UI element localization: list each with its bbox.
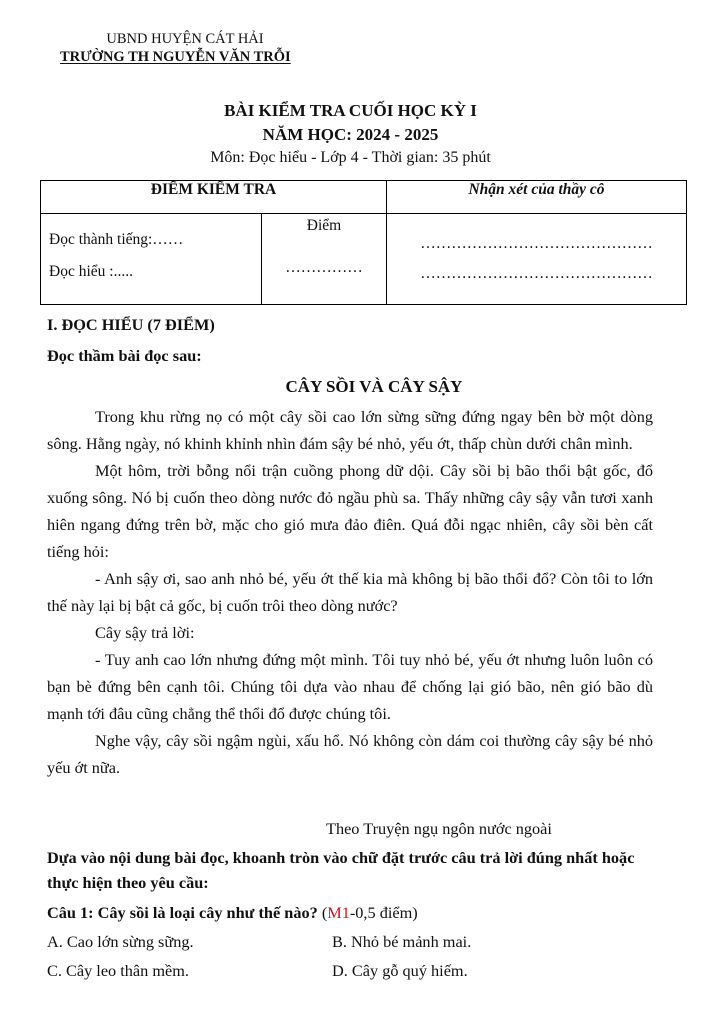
reading-labels-cell: [41, 214, 262, 305]
exam-title: BÀI KIỂM TRA CUỐI HỌC KỲ I: [224, 101, 477, 120]
q1-option-a[interactable]: A. Cao lớn sừng sững.: [47, 932, 194, 951]
exam-year: NĂM HỌC: 2024 - 2025: [262, 125, 439, 144]
story-paragraph-6: Nghe vậy, cây sồi ngậm ngùi, xấu hổ. Nó không còn dám coi thường cây sậy bé nhỏ yếu ớt nữa.: [47, 731, 653, 777]
story-paragraph-4: Cây sậy trả lời:: [95, 623, 195, 642]
reading-instruction: Đọc thầm bài đọc sau:: [47, 346, 202, 365]
score-cell: [262, 214, 387, 305]
story-paragraph-5: - Tuy anh cao lớn nhưng đứng một mình. Tôi tuy nhỏ bé, yếu ớt nhưng luôn luôn có bạn bè đứng bên cạnh tôi. Chúng tôi dựa vào nhau để chống lại gió bão, nên gió bão dù mạnh tới đâu cũng chẳng thể thổi đổ được chúng tôi.: [47, 650, 653, 723]
questions-instruction: Dựa vào nội dung bài đọc, khoanh tròn vào chữ đặt trước câu trả lời đúng nhất hoặc thực hiện theo yêu cầu:: [47, 848, 635, 892]
school-header: [0, 30, 370, 66]
score-blank[interactable]: ……………: [285, 259, 363, 276]
story-paragraph-2: Một hôm, trời bỗng nổi trận cuồng phong dữ dội. Cây sồi bị bão thổi bật gốc, đổ xuống sông. Nó bị cuốn theo dòng nước đỏ ngầu phù sa. Thấy những cây sậy vẫn tươi xanh hiên ngang đứng trên bờ, mặc cho gió mưa đảo điên. Quá đỗi ngạc nhiên, cây sồi bèn cất tiếng hỏi:: [47, 461, 653, 561]
story-title: CÂY SỒI VÀ CÂY SẬY: [285, 377, 463, 396]
reading-aloud-label: Đọc thành tiếng:……: [49, 231, 184, 248]
q1-option-b[interactable]: B. Nhỏ bé mảnh mai.: [332, 932, 472, 951]
section-heading: I. ĐỌC HIỂU (7 ĐIỂM): [47, 315, 215, 334]
comment-cell: [387, 214, 687, 305]
story-body: [47, 403, 653, 781]
question-1-text: Câu 1: Cây sồi là loại cây như thế nào?: [47, 903, 318, 922]
exam-subject: Môn: Đọc hiểu - Lớp 4 - Thời gian: 35 phút: [210, 149, 491, 166]
comment-line-2[interactable]: ………………………………………: [420, 265, 653, 282]
question-1-points: -0,5 điểm): [349, 903, 418, 922]
question-1: [47, 903, 418, 923]
school-name: TRƯỜNG TH NGUYỄN VĂN TRỖI: [60, 49, 291, 65]
score-table: [40, 180, 687, 305]
score-label: Điểm: [306, 217, 342, 234]
question-1-level: M1: [327, 903, 350, 922]
story-paragraph-1: Trong khu rừng nọ có một cây sồi cao lớn sừng sững đứng ngay bên bờ một dòng sông. Hằng ngày, nó khinh khỉnh nhìn đám sậy bé nhỏ, yếu ớt, thấp chùn dưới chân mình.: [47, 407, 653, 453]
reading-comprehension-label: Đọc hiểu :.....: [49, 263, 133, 280]
question-1-open-paren: (: [321, 903, 328, 922]
score-header: ĐIỂM KIỂM TRA: [41, 181, 387, 214]
q1-option-d[interactable]: D. Cây gỗ quý hiếm.: [332, 961, 468, 980]
authority-name: UBND HUYỆN CÁT HẢI: [106, 31, 264, 47]
comment-line-1[interactable]: ………………………………………: [420, 235, 653, 252]
story-paragraph-3: - Anh sậy ơi, sao anh nhỏ bé, yếu ớt thế kia mà không bị bão thổi đổ? Còn tôi to lớn thế này lại bị bật cả gốc, bị cuốn trôi theo dòng nước?: [47, 569, 653, 615]
story-source: Theo Truyện ngụ ngôn nước ngoài: [326, 819, 552, 838]
comment-header: Nhận xét của thầy cô: [387, 181, 687, 214]
q1-option-c[interactable]: C. Cây leo thân mềm.: [47, 961, 189, 980]
